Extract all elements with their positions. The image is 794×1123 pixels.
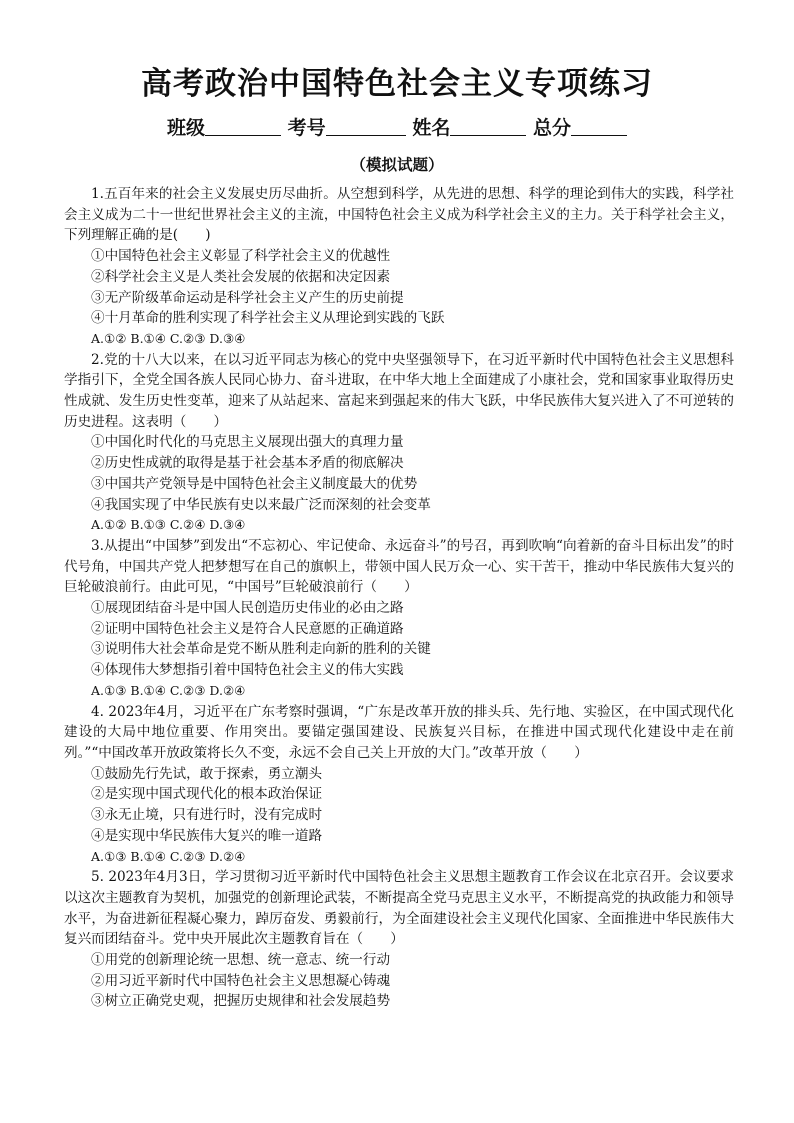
student-info-line [0,113,794,140]
question-option: ③树立正确党史观，把握历史规律和社会发展趋势 [91,993,391,1010]
name-label: 姓名 [412,117,451,139]
class-label: 班级 [167,117,206,139]
question-2 [64,350,734,536]
question-5 [64,867,734,1012]
class-blank[interactable] [205,117,281,136]
question-stem: 1.五百年来的社会主义发展史历尽曲折。从空想到科学，从先进的思想、科学的理论到伟大的实践，科学社会主义成为二十一世纪世界社会主义的主流，中国特色社会主义成为科学社会主义的主力。关于科学社会主义，下列理解正确的是( ) [64,186,734,244]
question-option: ④体现伟大梦想指引着中国特色社会主义的伟大实践 [91,662,404,679]
question-list [64,184,734,1012]
name-blank[interactable] [450,117,526,136]
question-option: ①中国特色社会主义彰显了科学社会主义的优越性 [91,248,391,265]
exam-no-label: 考号 [287,117,326,139]
page-title: 高考政治中国特色社会主义专项练习 [141,66,653,102]
answer-choices: A.①② B.①④ C.②③ D.③④ [91,330,246,346]
question-option: ②用习近平新时代中国特色社会主义思想凝心铸魂 [91,972,391,989]
exam-no-blank[interactable] [326,117,406,136]
question-option: ②证明中国特色社会主义是符合人民意愿的正确道路 [91,620,404,637]
question-option: ④是实现中华民族伟大复兴的唯一道路 [91,827,323,844]
question-stem: 4. 2023年4月，习近平在广东考察时强调，“广东是改革开放的排头兵、先行地、实验区，在中国式现代化建设的大局中地位重要、作用突出。要锚定强国建设、民族复兴目标，在推进中国式现代化建设中走在前列。”“中国改革开放政策将长久不变，永远不会自己关上开放的大门。”改革开放（ ） [64,703,734,761]
question-option: ②科学社会主义是人类社会发展的依据和决定因素 [91,268,391,285]
score-blank[interactable] [571,117,627,136]
exam-subtitle: （模拟试题） [350,156,444,174]
question-option: ②历史性成就的取得是基于社会基本矛盾的彻底解决 [91,455,404,472]
question-option: ②是实现中国式现代化的根本政治保证 [91,786,323,803]
question-stem: 3.从提出“中国梦”到发出“不忘初心、牢记使命、永远奋斗”的号召，再到吹响“向着新的奋斗目标出发”的时代号角，中国共产党人把梦想写在自己的旗帜上，带领中国人民万众一心、实干苦干，推动中华民族伟大复兴的巨轮破浪前行。由此可见，“中国号”巨轮破浪前行（ ） [64,537,734,596]
question-option: ④十月革命的胜利实现了科学社会主义从理论到实践的飞跃 [91,310,445,327]
question-stem: 2.党的十八大以来，在以习近平同志为核心的党中央坚强领导下，在习近平新时代中国特色社会主义思想科学指引下，全党全国各族人民同心协力、奋斗进取，在中华大地上全面建成了小康社会，党和国家事业取得历史性成就、发生历史性变革，迎来了从站起来、富起来到强起来的伟大飞跃，中华民族伟大复兴进入了不可逆转的历史进程。这表明（ ） [64,351,734,430]
question-1 [64,184,734,350]
question-3 [64,536,734,702]
question-option: ①中国化时代化的马克思主义展现出强大的真理力量 [91,434,404,451]
question-option: ①用党的创新理论统一思想、统一意志、统一行动 [91,952,391,969]
question-option: ③中国共产党领导是中国特色社会主义制度最大的优势 [91,475,418,492]
answer-choices: A.①③ B.①④ C.②③ D.②④ [91,848,246,864]
question-option: ①展现团结奋斗是中国人民创造历史伟业的必由之路 [91,600,404,617]
question-stem: 5. 2023年4月3日，学习贯彻习近平新时代中国特色社会主义思想主题教育工作会议在北京召开。会议要求 以这次主题教育为契机，加强党的创新理论武装，不断提高全党马克思主义水平，不断提高党的执政能力和领导水平，为奋进新征程凝心聚力，踔厉奋发、勇毅前行，为全面建设社会主义现代化国家、全面推进中华民族伟大复兴而团结奋斗。党中央开展此次主题教育旨在（ ） [64,869,734,948]
answer-choices: A.①③ B.①④ C.②③ D.②④ [91,682,246,698]
score-label: 总分 [532,117,571,139]
question-option: ④我国实现了中华民族有史以来最广泛而深刻的社会变革 [91,496,431,513]
question-option: ③永无止境，只有进行时，没有完成时 [91,807,323,824]
answer-choices: A.①② B.①③ C.②④ D.③④ [91,517,246,533]
question-option: ③说明伟大社会革命是党不断从胜利走向新的胜利的关键 [91,641,431,658]
question-4 [64,702,734,868]
question-option: ③无产阶级革命运动是科学社会主义产生的历史前提 [91,289,404,306]
question-option: ①鼓励先行先试，敢于探索，勇立潮头 [91,765,323,782]
